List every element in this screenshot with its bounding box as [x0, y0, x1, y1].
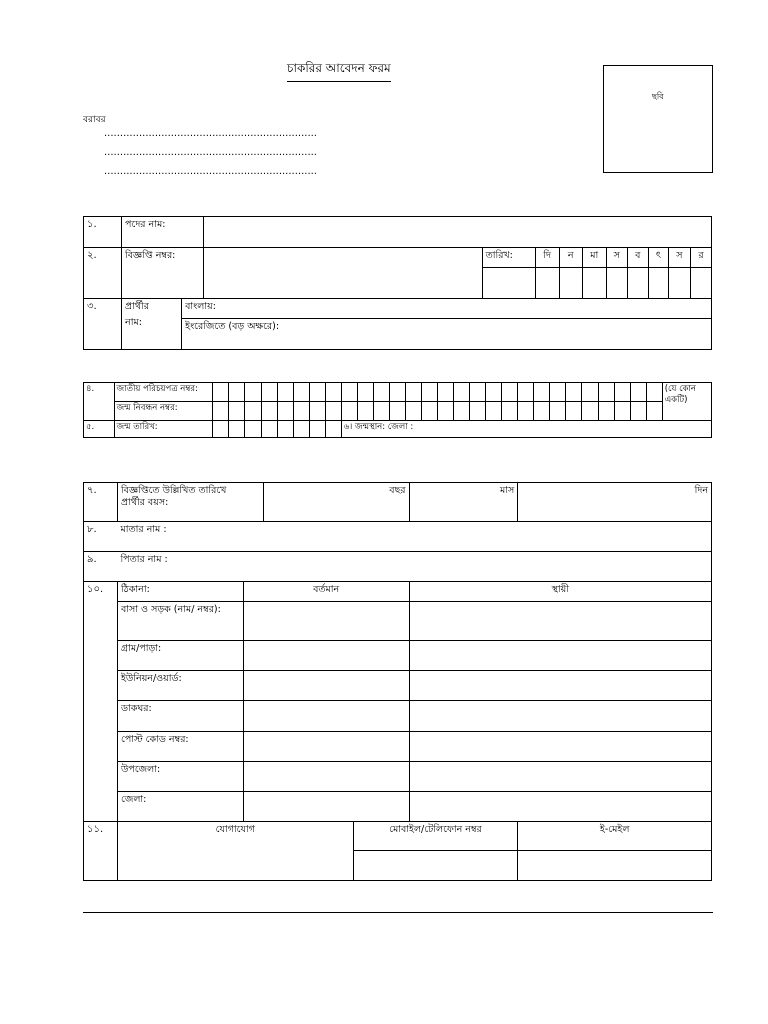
- item-number-9: ৯.: [84, 552, 118, 582]
- nid-digit-box[interactable]: [598, 383, 614, 402]
- father-name-field[interactable]: [117, 552, 711, 582]
- birth-reg-digit-box[interactable]: [470, 402, 486, 421]
- birth-reg-digit-box[interactable]: [245, 402, 261, 421]
- dob-label: জন্ম তারিখ:: [114, 421, 213, 438]
- birth-reg-digit-box[interactable]: [261, 402, 277, 421]
- nid-digit-box[interactable]: [373, 383, 389, 402]
- birth-reg-digit-box[interactable]: [325, 402, 341, 421]
- birth-reg-digit-box[interactable]: [229, 402, 245, 421]
- birth-reg-digit-box[interactable]: [486, 402, 502, 421]
- upazila-label: উপজেলা:: [117, 762, 243, 792]
- birth-reg-digit-box[interactable]: [373, 402, 389, 421]
- name-english-label: ইংরেজিতে (বড় অক্ষরে):: [185, 321, 280, 332]
- nid-digit-box[interactable]: [245, 383, 261, 402]
- present-upazila-field[interactable]: [243, 762, 409, 792]
- birth-reg-digit-box[interactable]: [518, 402, 534, 421]
- email-field[interactable]: [518, 851, 712, 881]
- present-address-header: বর্তমান: [243, 582, 409, 602]
- item-number-7: ৭.: [84, 483, 118, 522]
- nid-digit-box[interactable]: [614, 383, 630, 402]
- age-label-line-1: বিজ্ঞপ্তিতে উল্লিখিত তারিখে: [120, 485, 227, 496]
- birth-reg-digit-box[interactable]: [534, 402, 550, 421]
- applicant-name-label: [122, 299, 182, 350]
- date-box-label: স: [606, 248, 627, 268]
- house-road-label: বাসা ও সড়ক (নাম/ নম্বর):: [117, 602, 243, 641]
- nid-digit-box[interactable]: [502, 383, 518, 402]
- birth-reg-digit-box[interactable]: [341, 402, 357, 421]
- any-one-note-line-2: একটি): [664, 394, 688, 405]
- section-personal-table: [83, 482, 712, 881]
- name-english-field[interactable]: [182, 319, 712, 350]
- birth-reg-digit-box[interactable]: [582, 402, 598, 421]
- nid-digit-box[interactable]: [325, 383, 341, 402]
- date-input-box[interactable]: [559, 268, 582, 299]
- nid-digit-box[interactable]: [341, 383, 357, 402]
- present-union-field[interactable]: [243, 671, 409, 701]
- birth-reg-digit-box[interactable]: [630, 402, 646, 421]
- any-one-note: [662, 383, 711, 421]
- nid-digit-box[interactable]: [534, 383, 550, 402]
- date-input-box[interactable]: [648, 268, 668, 299]
- district-label: জেলা:: [117, 792, 243, 822]
- birth-reg-label: জন্ম নিবন্ধন নম্বর:: [114, 402, 213, 421]
- nid-digit-box[interactable]: [261, 383, 277, 402]
- mother-name-label: মাতার নাম :: [120, 524, 167, 535]
- age-label: [117, 483, 263, 522]
- birth-reg-digit-box[interactable]: [309, 402, 325, 421]
- name-label: নাম:: [125, 316, 142, 328]
- date-input-box[interactable]: [690, 268, 711, 299]
- birth-reg-digit-box[interactable]: [405, 402, 421, 421]
- footer-divider: [83, 912, 713, 913]
- item-number-8: ৮.: [84, 522, 118, 552]
- item-number-5: ৫.: [84, 421, 115, 438]
- date-input-box[interactable]: [582, 268, 606, 299]
- permanent-post-code-field[interactable]: [409, 732, 712, 762]
- post-office-label: ডাকঘর:: [117, 701, 243, 732]
- present-house-road-field[interactable]: [243, 602, 409, 641]
- permanent-union-field[interactable]: [409, 671, 712, 701]
- village-label: গ্রাম/পাড়া:: [117, 641, 243, 671]
- contact-label: যোগাযোগ: [117, 822, 353, 881]
- nid-digit-box[interactable]: [229, 383, 245, 402]
- address-dot-line-1[interactable]: ...................................................................: [104, 128, 317, 139]
- phone-field[interactable]: [353, 851, 518, 881]
- nid-digit-box[interactable]: [357, 383, 373, 402]
- dob-digit-box[interactable]: [293, 421, 309, 438]
- nid-digit-box[interactable]: [438, 383, 454, 402]
- age-month-field[interactable]: [409, 483, 518, 522]
- date-blank: [482, 268, 535, 299]
- nid-digit-box[interactable]: [454, 383, 470, 402]
- form-title: চাকরির আবেদন ফরম: [287, 60, 391, 82]
- dob-digit-box[interactable]: [213, 421, 229, 438]
- nid-digit-box[interactable]: [309, 383, 325, 402]
- post-name-field[interactable]: [204, 217, 712, 248]
- nid-digit-box[interactable]: [213, 383, 229, 402]
- date-box-label: ন: [559, 248, 582, 268]
- nid-digit-box[interactable]: [422, 383, 438, 402]
- date-input-box[interactable]: [606, 268, 627, 299]
- birth-reg-digit-box[interactable]: [213, 402, 229, 421]
- address-label: ঠিকানা:: [117, 582, 243, 602]
- date-box-label: স: [668, 248, 690, 268]
- date-input-box[interactable]: [627, 268, 648, 299]
- any-one-note-line-1: (যে কোন: [664, 384, 697, 394]
- address-dot-line-3[interactable]: ...................................................................: [104, 166, 317, 177]
- birth-reg-digit-box[interactable]: [550, 402, 566, 421]
- nid-digit-box[interactable]: [566, 383, 582, 402]
- nid-digit-box[interactable]: [518, 383, 534, 402]
- photo-box: [603, 65, 713, 173]
- to-label: বরাবর: [83, 115, 106, 125]
- item-number-11: ১১.: [84, 822, 118, 881]
- nid-digit-box[interactable]: [582, 383, 598, 402]
- birthplace-label: ৬। জন্মস্থান: জেলা :: [343, 422, 414, 432]
- dob-digit-box[interactable]: [261, 421, 277, 438]
- permanent-post-office-field[interactable]: [409, 701, 712, 732]
- date-box-label: ব: [627, 248, 648, 268]
- birth-reg-digit-box[interactable]: [502, 402, 518, 421]
- permanent-house-road-field[interactable]: [409, 602, 712, 641]
- birth-reg-digit-box[interactable]: [357, 402, 373, 421]
- item-number-10: ১০.: [84, 582, 118, 822]
- nid-digit-box[interactable]: [293, 383, 309, 402]
- applicant-label: প্রার্থীর: [125, 301, 149, 312]
- item-number-2: ২.: [84, 248, 122, 299]
- age-label-line-2: প্রার্থীর বয়স:: [120, 496, 169, 508]
- name-bangla-field[interactable]: [182, 299, 712, 319]
- permanent-upazila-field[interactable]: [409, 762, 712, 792]
- birthplace-field[interactable]: [341, 421, 711, 438]
- email-header: ই-মেইল: [518, 822, 712, 851]
- item-number-1: ১.: [84, 217, 122, 248]
- permanent-address-header: স্থায়ী: [409, 582, 712, 602]
- present-post-office-field[interactable]: [243, 701, 409, 732]
- date-box-label: র: [690, 248, 711, 268]
- birth-reg-digit-box[interactable]: [646, 402, 662, 421]
- notice-number-field[interactable]: [204, 248, 482, 299]
- month-label: মাস: [500, 485, 515, 496]
- date-box-label: দি: [535, 248, 559, 268]
- nid-label: জাতীয় পরিচয়পত্র নম্বর:: [114, 383, 213, 402]
- birth-reg-digit-box[interactable]: [422, 402, 438, 421]
- year-label: বছর: [389, 485, 406, 496]
- nid-digit-box[interactable]: [470, 383, 486, 402]
- birth-reg-digit-box[interactable]: [293, 402, 309, 421]
- birth-reg-digit-box[interactable]: [389, 402, 405, 421]
- date-box-label: ৎ: [648, 248, 668, 268]
- day-label: দিন: [694, 485, 708, 496]
- present-district-field[interactable]: [243, 792, 409, 822]
- phone-header: মোবাইল/টেলিফোন নম্বর: [353, 822, 518, 851]
- mother-name-field[interactable]: [117, 522, 711, 552]
- birth-reg-digit-box[interactable]: [614, 402, 630, 421]
- birth-reg-digit-box[interactable]: [598, 402, 614, 421]
- dob-digit-box[interactable]: [245, 421, 261, 438]
- date-label: তারিখ:: [482, 248, 535, 268]
- birth-reg-digit-box[interactable]: [454, 402, 470, 421]
- section-post-name-table: [83, 216, 712, 350]
- item-number-4: ৪.: [84, 383, 115, 421]
- nid-digit-box[interactable]: [405, 383, 421, 402]
- dob-digit-box[interactable]: [229, 421, 245, 438]
- present-post-code-field[interactable]: [243, 732, 409, 762]
- age-year-field[interactable]: [263, 483, 409, 522]
- nid-digit-box[interactable]: [389, 383, 405, 402]
- dob-digit-box[interactable]: [309, 421, 325, 438]
- post-name-label: পদের নাম:: [122, 217, 204, 248]
- date-input-box[interactable]: [668, 268, 690, 299]
- birth-reg-digit-box[interactable]: [566, 402, 582, 421]
- present-village-field[interactable]: [243, 641, 409, 671]
- photo-label: ছবি: [652, 92, 664, 101]
- item-number-3: ৩.: [84, 299, 122, 350]
- father-name-label: পিতার নাম :: [120, 554, 168, 565]
- nid-digit-box[interactable]: [486, 383, 502, 402]
- birth-reg-digit-box[interactable]: [277, 402, 293, 421]
- birth-reg-digit-box[interactable]: [438, 402, 454, 421]
- nid-digit-box[interactable]: [277, 383, 293, 402]
- permanent-village-field[interactable]: [409, 641, 712, 671]
- dob-digit-box[interactable]: [325, 421, 341, 438]
- dob-digit-box[interactable]: [277, 421, 293, 438]
- nid-digit-box[interactable]: [646, 383, 662, 402]
- address-dot-line-2[interactable]: ...................................................................: [104, 147, 317, 158]
- age-day-field[interactable]: [518, 483, 712, 522]
- post-code-label: পোস্ট কোড নম্বর:: [117, 732, 243, 762]
- date-box-label: মা: [582, 248, 606, 268]
- nid-digit-box[interactable]: [550, 383, 566, 402]
- permanent-district-field[interactable]: [409, 792, 712, 822]
- date-input-box[interactable]: [535, 268, 559, 299]
- name-bangla-label: বাংলায়:: [185, 301, 216, 312]
- nid-digit-box[interactable]: [630, 383, 646, 402]
- notice-number-label: বিজ্ঞপ্তি নম্বর:: [122, 248, 204, 299]
- section-nid-table: [83, 382, 712, 438]
- union-ward-label: ইউনিয়ন/ওয়ার্ড:: [117, 671, 243, 701]
